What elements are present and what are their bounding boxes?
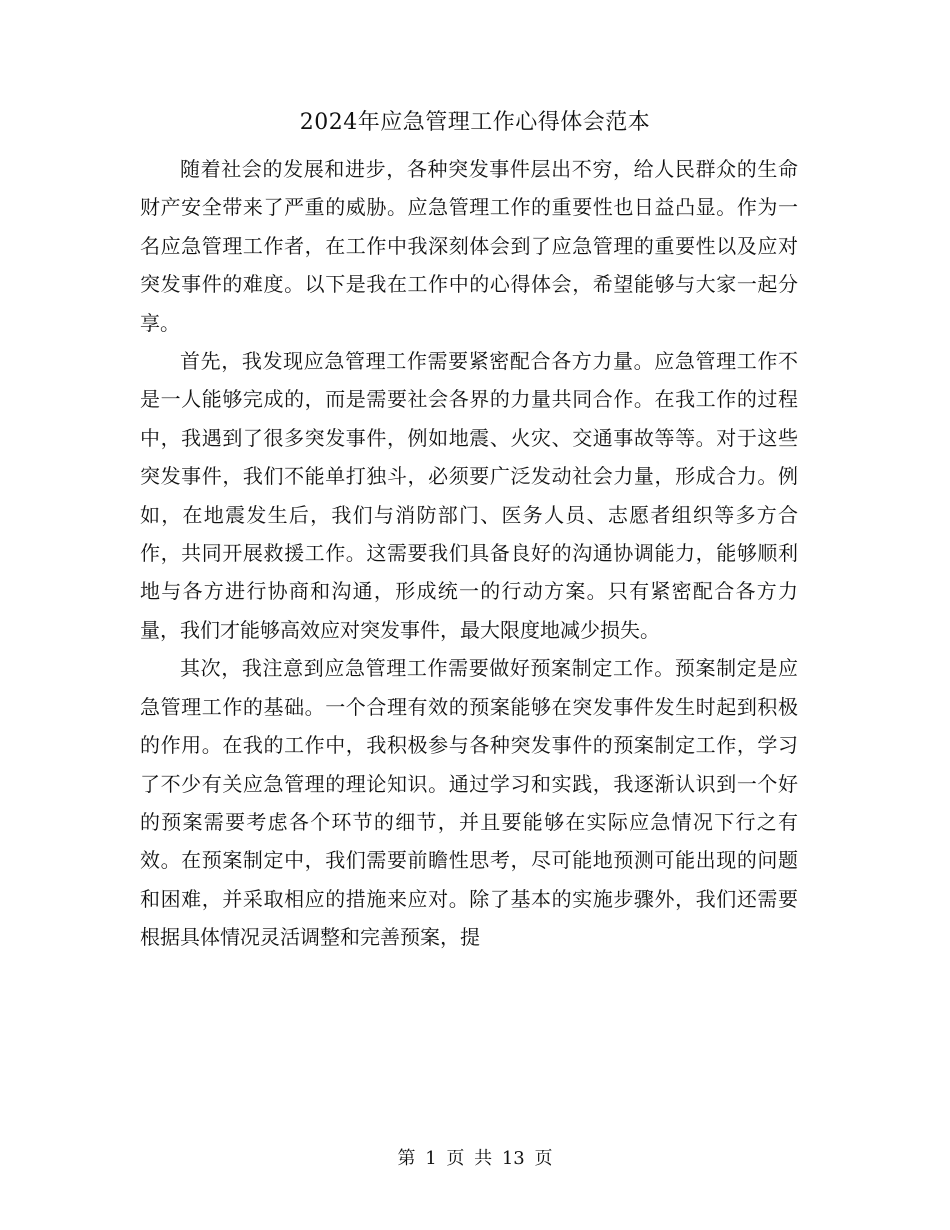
- document-title: 2024年应急管理工作心得体会范本: [299, 110, 651, 135]
- page-footer: 第 1 页 共 13 页: [397, 1148, 553, 1169]
- paragraph-contingency-plan: 其次，我注意到应急管理工作需要做好预案制定工作。预案制定是应急管理工作的基础。一个合理有效的预案能够在突发事件发生时起到积极的作用。在我的工作中，我积极参与各种突发事件的预案制定工作，学习了不少有关应急管理的理论知识。通过学习和实践，我逐渐认识到一个好的预案需要考虑各个环节的细节，并且要能够在实际应急情况下行之有效。在预案制定中，我们需要前瞻性思考，尽可能地预测可能出现的问题和困难，并采取相应的措施来应对。除了基本的实施步骤外，我们还需要根据具体情况灵活调整和完善预案，提: [140, 656, 798, 950]
- paragraph-coordination: 首先，我发现应急管理工作需要紧密配合各方力量。应急管理工作不是一人能够完成的，而是需要社会各界的力量共同合作。在我工作的过程中，我遇到了很多突发事件，例如地震、火灾、交通事故等等。对于这些突发事件，我们不能单打独斗，必须要广泛发动社会力量，形成合力。例如，在地震发生后，我们与消防部门、医务人员、志愿者组织等多方合作，共同开展救援工作。这需要我们具备良好的沟通协调能力，能够顺利地与各方进行协商和沟通，形成统一的行动方案。只有紧密配合各方力量，我们才能够高效应对突发事件，最大限度地减少损失。: [140, 349, 798, 642]
- paragraph-intro: 随着社会的发展和进步，各种突发事件层出不穷，给人民群众的生命财产安全带来了严重的威胁。应急管理工作的重要性也日益凸显。作为一名应急管理工作者，在工作中我深刻体会到了应急管理的重要性以及应对突发事件的难度。以下是我在工作中的心得体会，希望能够与大家一起分享。: [140, 157, 798, 335]
- document-body: [140, 150, 798, 957]
